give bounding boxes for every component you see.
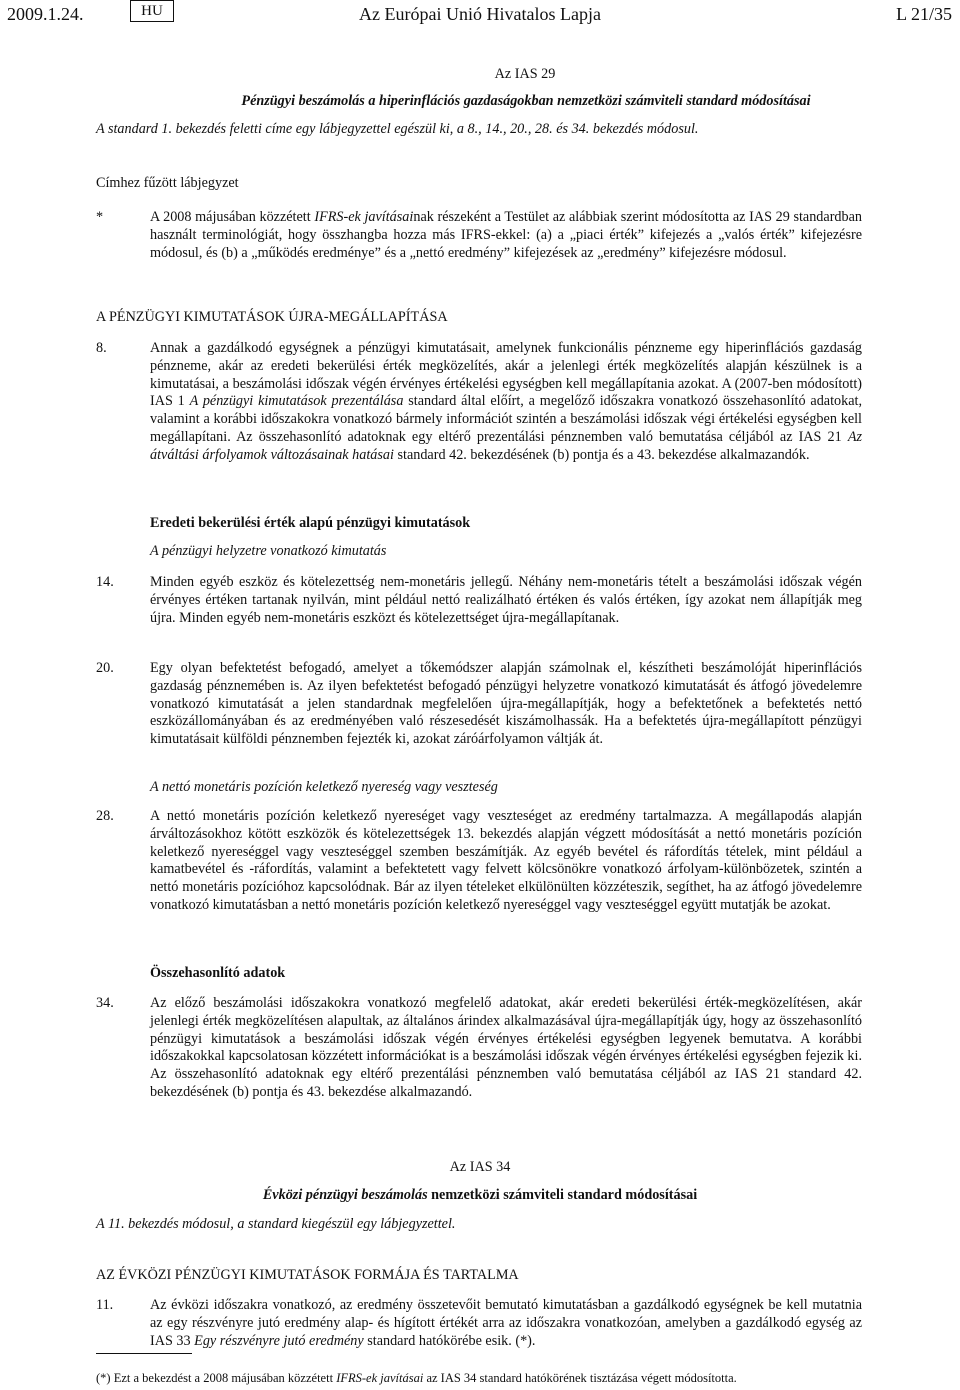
section-heading-restatement: A PÉNZÜGYI KIMUTATÁSOK ÚJRA-MEGÁLLAPÍTÁSA bbox=[96, 309, 448, 325]
page-number: L 21/35 bbox=[896, 4, 952, 24]
language-badge: HU bbox=[130, 0, 174, 22]
paragraph-number: 14. bbox=[96, 574, 114, 590]
paragraph-number: 8. bbox=[96, 340, 107, 356]
paragraph-number: 28. bbox=[96, 808, 114, 824]
page-footnote: (*) Ezt a bekezdést a 2008 májusában közzétett IFRS-ek javításai az IAS 34 standard hatókörének tisztázása végett módosította. bbox=[96, 1371, 737, 1385]
paragraph-number: 34. bbox=[96, 995, 114, 1011]
paragraph-8: Annak a gazdálkodó egységnek a pénzügyi kimutatásait, amelynek funkcionális pénzneme egy hiperinflációs gazdaság pénzneme, akár az eredeti bekerülési érték megközelítés, akár a jelenlegi érték megközelítés alapján készülnek is a kimutatásai, a beszámolási időszak végén érvényes értékelési egységben kell megállapítania azokat. A (2007-ben módosított) IAS 1 A pénzügyi kimutatások prezentálása standard által előírt, a megelőző időszakra vonatkozó összehasonlító adatokat, valamint a korábbi időszakokra vonatkozó bármely információt szintén a beszámolási időszak végi értékelési egységben kell megállapítani. Az összehasonlító adatoknak egy eltérő prezentálási pénznemben való bemutatása céljából az IAS 21 Az átváltási árfolyamok változásainak hatásai standard 42. bekezdésének (b) pontja és a 43. bekezdése alkalmazandók. bbox=[150, 340, 862, 463]
subheading-net-monetary: A nettó monetáris pozíción keletkező nyereség vagy veszteség bbox=[150, 779, 498, 795]
paragraph-11: Az évközi időszakra vonatkozó, az eredmény összetevőit bemutató kimutatásban a gazdálkodó egységnek be kell mutatnia az egy részvényre jutó eredmény alap- és hígított értékét arra az időszakra vonatkozóan, amelyben a gazdálkodó egység az IAS 33 Egy részvényre jutó eredmény standard hatókörébe esik. (*). bbox=[150, 1297, 862, 1349]
paragraph-number: 11. bbox=[96, 1297, 114, 1313]
ias34-subtitle: Évközi pénzügyi beszámolás nemzetközi számviteli standard módosításai bbox=[262, 1187, 698, 1203]
ias34-instruction: A 11. bekezdés módosul, a standard kiegészül egy lábjegyzettel. bbox=[96, 1216, 456, 1232]
page-header bbox=[0, 0, 960, 30]
section-heading-interim: AZ ÉVKÖZI PÉNZÜGYI KIMUTATÁSOK FORMÁJA ÉS TARTALMA bbox=[96, 1267, 519, 1283]
footnote-star: * bbox=[96, 209, 104, 225]
ias29-subtitle: Pénzügyi beszámolás a hiperinflációs gazdaságokban nemzetközi számviteli standard módosításai bbox=[241, 93, 811, 109]
paragraph-14: Minden egyéb eszköz és kötelezettség nem-monetáris jellegű. Néhány nem-monetáris tételt a beszámolási időszak végén érvényes értéken tartanak nyilván, mint például nettó realizálható értéken és valós értéken, így azokat nem állapítják meg újra. Minden egyéb nem-monetáris eszközt és kötelezettséget újra-megállapítanak. bbox=[150, 574, 862, 626]
subheading-financial-position: A pénzügyi helyzetre vonatkozó kimutatás bbox=[150, 543, 387, 559]
paragraph-34: Az előző beszámolási időszakokra vonatkozó megfelelő adatokat, akár eredeti bekerülési érték-megközelítésen, akár jelenlegi érték megközelítésen alapultak, az általános árindex alkalmazásával újra-megállapítják úgy, hogy az összehasonlító pénzügyi kimutatások a beszámolási időszak végén érvényes értékelési egységben legyenek bemutatva. A korábbi időszakokkal kapcsolatosan közzétett információkat is a beszámolási időszak végén érvényes értékelési egységben fejezik ki. Az összehasonlító adatoknak egy eltérő prezentálási pénznemben való bemutatása céljából az IAS 21 standard 42. bekezdésének (b) pontja és 43. bekezdése alkalmazandó. bbox=[150, 995, 862, 1100]
footnote-heading: Címhez fűzött lábjegyzet bbox=[96, 175, 239, 191]
subheading-comparatives: Összehasonlító adatok bbox=[150, 965, 286, 981]
paragraph-20: Egy olyan befektetést befogadó, amelyet a tőkemódszer alapján számolnak el, készítheti beszámolóját hiperinflációs gazdaság pénznemében is. Az ilyen befektetést befogadó pénzügyi helyzetre vonatkozó kimutatását és átfogó jövedelemre vonatkozó kimutatását a jelen standardnak megfelelően újra-megállapítják, hogy a befektetőnek a befektetés nettó eszközállományában és az eredményében való részesedését kiszámolhassák. Ha a befektetés újra-megállapított pénzügyi kimutatásait külföldi pénznemben fejezték ki, azokat záróárfolyamon váltják át. bbox=[150, 660, 862, 748]
subheading-historical-cost: Eredeti bekerülési érték alapú pénzügyi kimutatások bbox=[150, 515, 471, 531]
ias29-title: Az IAS 29 bbox=[494, 66, 556, 82]
title-footnote-text: A 2008 májusában közzétett IFRS-ek javításainak részeként a Testület az alábbiak szerint módosította az IAS 29 standardban használt terminológiát, hogy összhangba hozza más IFRS-ekkel: (a) a „piaci érték” kifejezés a „valós érték” kifejezésre módosul, és (b) a „működés eredménye” és a „nettó eredmény” kifejezések az „eredmény” kifejezésre módosul. bbox=[150, 209, 863, 261]
paragraph-number: 20. bbox=[96, 660, 114, 676]
footnote-separator bbox=[96, 1353, 192, 1354]
paragraph-28: A nettó monetáris pozíción keletkező nyereséget vagy veszteséget az eredmény tartalmazza. A megállapodás alapján árváltozásokhoz kötött eszközök és kötelezettségek 13. bekezdés alapján végzett módosítását a nettó monetáris pozíción keletkező nyereséggel vagy veszteséggel szemben beszámítják. Az egyéb bevétel és ráfordítás tételek, mint például a kamatbevétel és -ráfordítás, valamint a befektetett vagy felvett kölcsönökre vonatkozó árfolyam-különbözetek, szintén a nettó monetáris pozícióhoz kapcsolódnak. Bár az ilyen tételeket elkülönülten közzéteszik, segíthet, ha az átfogó jövedelemre vonatkozó kimutatásban a nettó monetáris pozíción keletkező nyereséggel vagy veszteséggel együtt mutatják be azokat. bbox=[150, 808, 862, 913]
ias29-instruction: A standard 1. bekezdés feletti címe egy lábjegyzettel egészül ki, a 8., 14., 20., 28. és 34. bekezdés módosul. bbox=[96, 121, 699, 137]
ias34-title: Az IAS 34 bbox=[449, 1159, 511, 1175]
publication-date: 2009.1.24. bbox=[7, 4, 84, 24]
journal-title: Az Európai Unió Hivatalos Lapja bbox=[359, 4, 601, 24]
